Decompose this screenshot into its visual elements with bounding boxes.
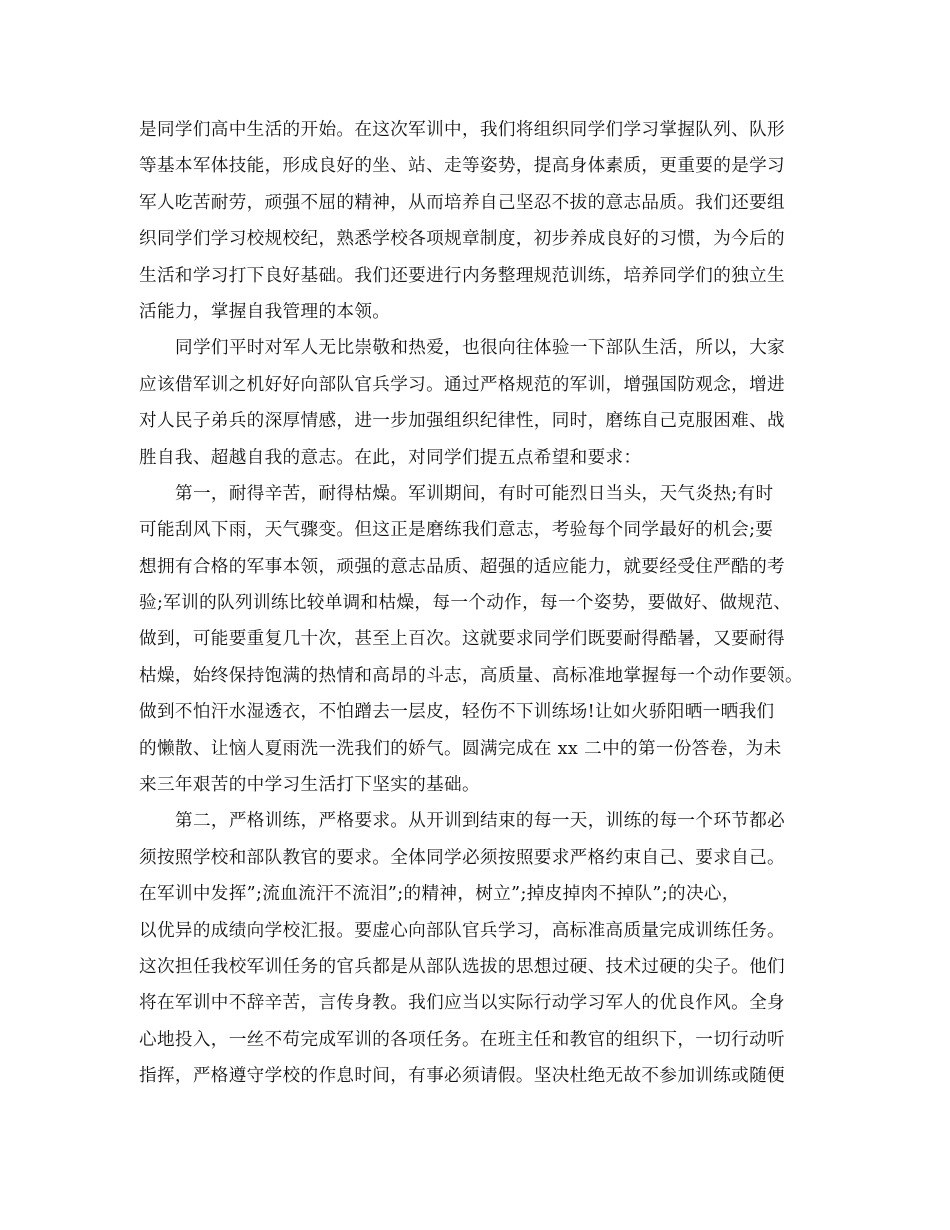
text-line: 做到，可能要重复几十次，甚至上百次。这就要求同学们既要耐得酷暑，又要耐得	[139, 629, 785, 650]
text-line: 是同学们高中生活的开始。在这次军训中，我们将组织同学们学习掌握队列、队形	[139, 120, 785, 140]
text-line: 想拥有合格的军事本领，顽强的意志品质、超强的适应能力，就要经受住严酷的考	[139, 556, 785, 577]
text-line: 军人吃苦耐劳，顽强不屈的精神，从而培养自己坚忍不拔的意志品质。我们还要组	[139, 192, 785, 213]
text-line: 在军训中发挥”;流血流汗不流泪”;的精神，树立”;掉皮掉肉不掉队”;的决心，	[139, 884, 740, 905]
text-line: 织同学们学习校规校纪，熟悉学校各项规章制度，初步养成良好的习惯，为今后的	[139, 229, 785, 250]
text-line: 心地投入，一丝不苟完成军训的各项任务。在班主任和教官的组织下，一切行动听	[139, 1029, 785, 1050]
text-line: 的懒散、让恼人夏雨洗一洗我们的娇气。圆满完成在 xx 二中的第一份答卷，为未	[139, 738, 782, 759]
paragraph-first-line: 第二，严格训练，严格要求。从开训到结束的每一天，训练的每一个环节都必	[175, 811, 786, 832]
text-line: 来三年艰苦的中学习生活打下坚实的基础。	[139, 775, 480, 796]
text-line: 验;军训的队列训练比较单调和枯燥，每一个动作，每一个姿势，要做好、做规范、	[139, 593, 792, 614]
text-line: 指挥，严格遵守学校的作息时间，有事必须请假。坚决杜绝无故不参加训练或随便	[139, 1066, 785, 1087]
paragraph-first-line: 同学们平时对军人无比崇敬和热爱，也很向往体验一下部队生活，所以，大家	[175, 338, 786, 359]
text-line: 生活和学习打下良好基础。我们还要进行内务整理规范训练，培养同学们的独立生	[139, 265, 785, 286]
text-line: 活能力，掌握自我管理的本领。	[139, 301, 391, 322]
paragraph-first-line: 第一，耐得辛苦，耐得枯燥。军训期间，有时可能烈日当头，天气炎热;有时	[175, 483, 774, 504]
text-line: 应该借军训之机好好向部队官兵学习。通过严格规范的军训，增强国防观念，增进	[139, 374, 785, 395]
text-line: 做到不怕汗水湿透衣，不怕蹭去一层皮，轻伤不下训练场!让如火骄阳晒一晒我们	[139, 702, 775, 723]
text-line: 须按照学校和部队教官的要求。全体同学必须按照要求严格约束自己、要求自己。	[139, 847, 785, 868]
text-line: 胜自我、超越自我的意志。在此，对同学们提五点希望和要求：	[139, 447, 642, 468]
text-line: 枯燥，始终保持饱满的热情和高昂的斗志，高质量、高标准地掌握每一个动作要领。	[139, 665, 803, 686]
text-line: 这次担任我校军训任务的官兵都是从部队选拔的思想过硬、技术过硬的尖子。他们	[139, 956, 785, 977]
document-body	[139, 112, 829, 1095]
text-line: 等基本军体技能，形成良好的坐、站、走等姿势，提高身体素质，更重要的是学习	[139, 156, 785, 177]
text-line: 以优异的成绩向学校汇报。要虚心向部队官兵学习，高标准高质量完成训练任务。	[139, 920, 785, 941]
text-line: 可能刮风下雨，天气骤变。但这正是磨练我们意志，考验每个同学最好的机会;要	[139, 520, 774, 541]
text-line: 对人民子弟兵的深厚情感，进一步加强组织纪律性，同时，磨练自己克服困难、战	[139, 411, 785, 432]
text-line: 将在军训中不辞辛苦，言传身教。我们应当以实际行动学习军人的优良作风。全身	[139, 993, 785, 1014]
